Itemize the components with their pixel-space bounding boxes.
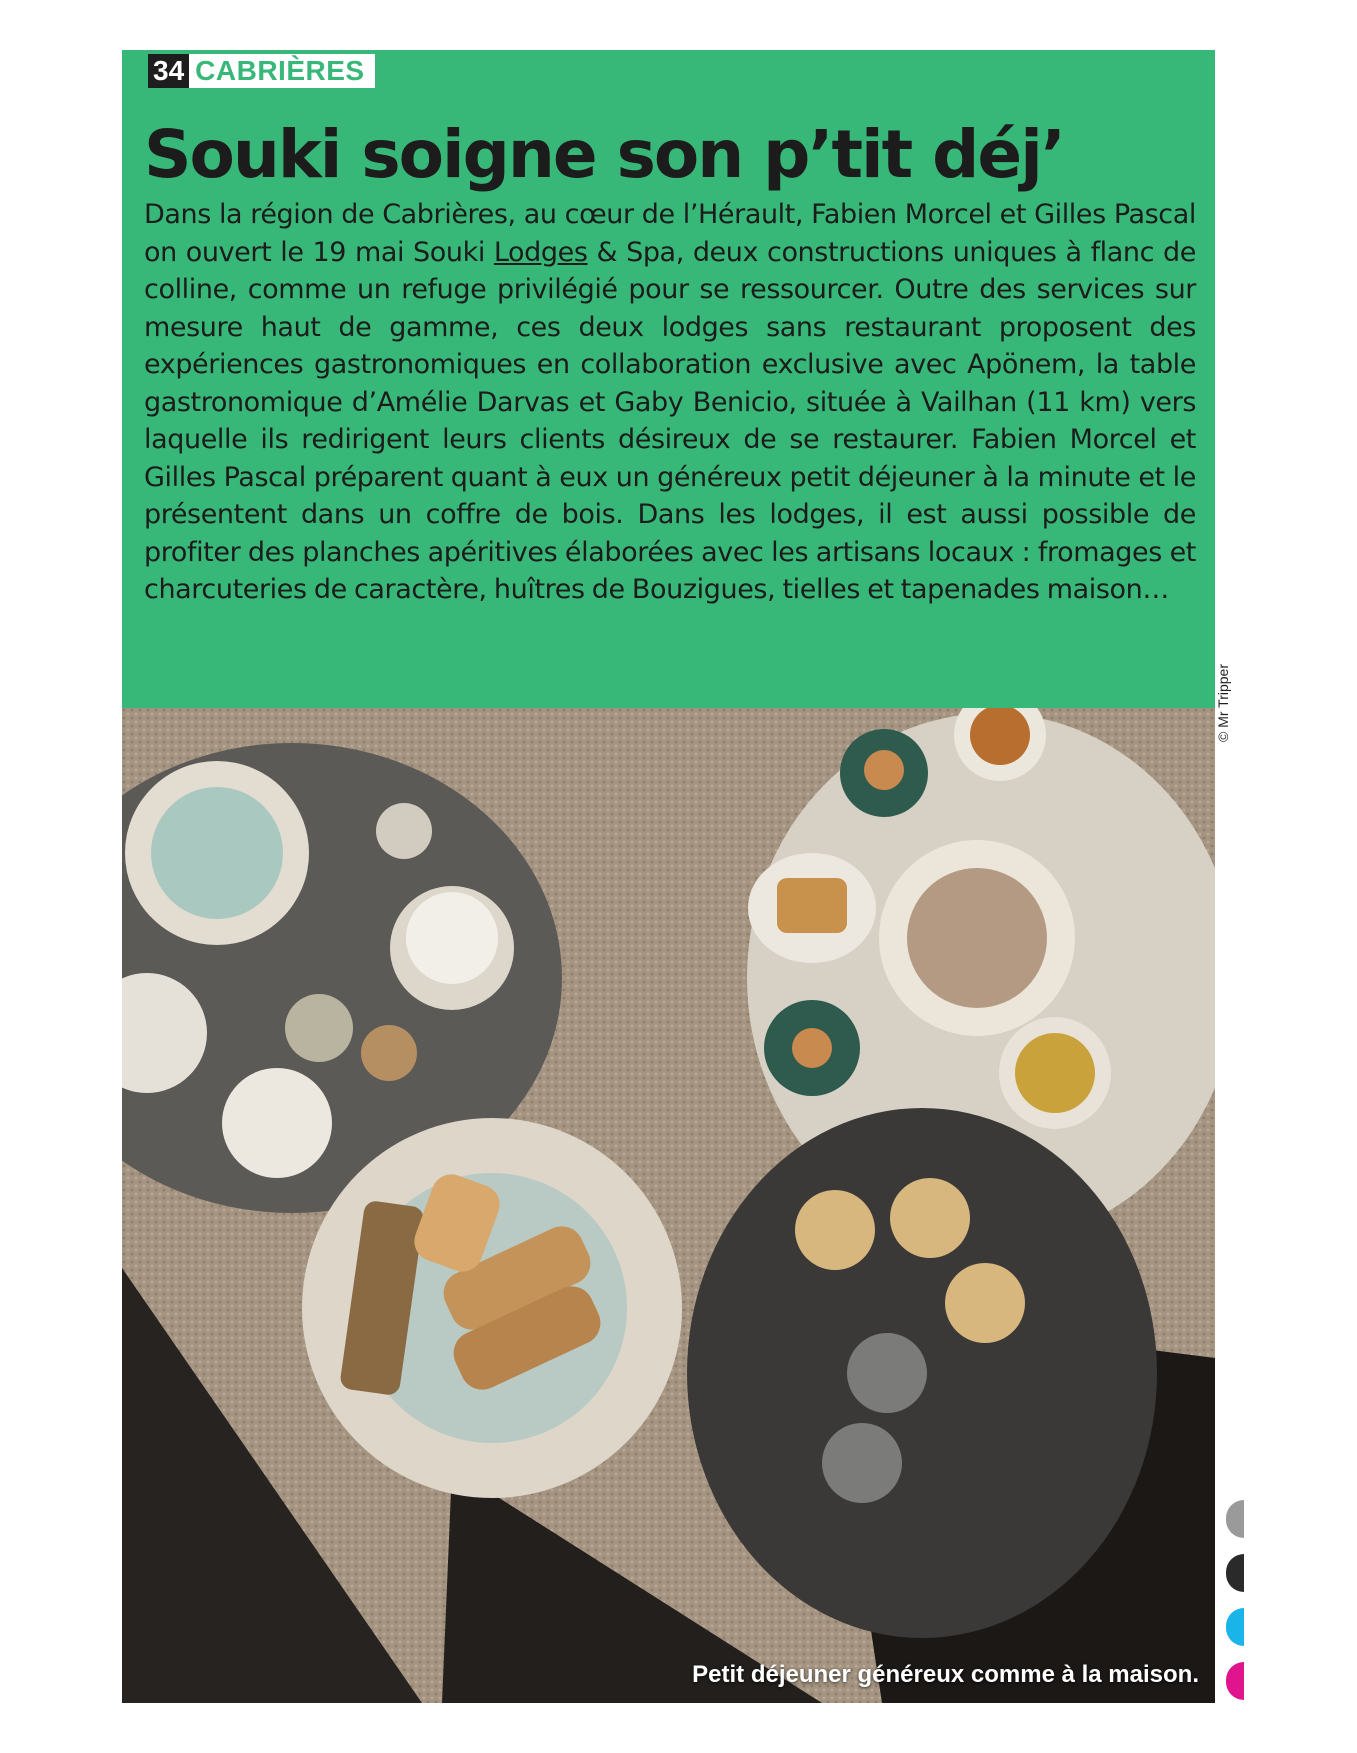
cup: [222, 1068, 332, 1178]
cork-jar: [361, 1025, 417, 1081]
bamboo-lid-jar: [945, 1263, 1025, 1343]
registration-mark-cyan: [1226, 1608, 1244, 1646]
egg: [792, 1028, 832, 1068]
registration-mark-gray: [1226, 1500, 1244, 1538]
cup: [406, 892, 498, 984]
charcuterie: [907, 868, 1047, 1008]
bamboo-lid-jar: [795, 1190, 875, 1270]
body-text-start: Dans la région de Cabrières, au cœur de l’Hérault, Fabien Morcel et Gilles Pascal on ouvert le 19 mai Souki: [144, 199, 1196, 268]
article-title: Souki soigne son p’tit déj’: [144, 116, 1064, 193]
section-name: CABRIÈRES: [189, 54, 374, 88]
breakfast-illustration: [122, 708, 1215, 1703]
lodges-link[interactable]: Lodges: [493, 236, 588, 268]
glass: [847, 1333, 927, 1413]
glass: [822, 1423, 902, 1503]
section-tag: [148, 54, 375, 88]
fruit: [1015, 1033, 1095, 1113]
body-text-end: & Spa, deux constructions uniques à flanc de colline, comme un refuge privilégié pour se ressourcer. Outre des services sur mesure haut de gamme, ces deux lodges sans restaurant proposent des expériences gastronomiques en collaboration exclusive avec Apönem, la table gastronomique d’Amélie Darvas et Gaby Benicio, située à Vailhan (11 km) vers laquelle ils redirigent leurs clients désireux de se restaurer. Fabien Morcel et Gilles Pascal préparent quant à eux un généreux petit déjeuner à la minute et le présentent dans un coffre de bois. Dans les lodges, il est aussi possible de profiter des planches apéritives élaborées avec les artisans locaux : fromages et charcuteries de caractère, huîtres de Bouzigues, tielles et tapenades maison…: [144, 236, 1196, 605]
article: [122, 50, 1215, 1703]
glass-jar: [285, 994, 353, 1062]
ceramic-bowl-turquoise: [151, 787, 283, 919]
photo-credit: © Mr Tripper: [1215, 664, 1231, 742]
registration-mark-black: [1226, 1554, 1244, 1592]
glass-jar: [376, 803, 432, 859]
page-number: 34: [148, 54, 189, 88]
cake-slice: [777, 878, 847, 933]
photo-caption: Petit déjeuner généreux comme à la maison.: [692, 1661, 1199, 1688]
article-body: [144, 196, 1196, 609]
bamboo-lid-jar: [890, 1178, 970, 1258]
egg: [864, 750, 904, 790]
print-registration-marks: [1226, 1500, 1244, 1716]
article-header-block: [122, 50, 1215, 708]
registration-mark-magenta: [1226, 1662, 1244, 1700]
breakfast-photo: [122, 708, 1215, 1703]
